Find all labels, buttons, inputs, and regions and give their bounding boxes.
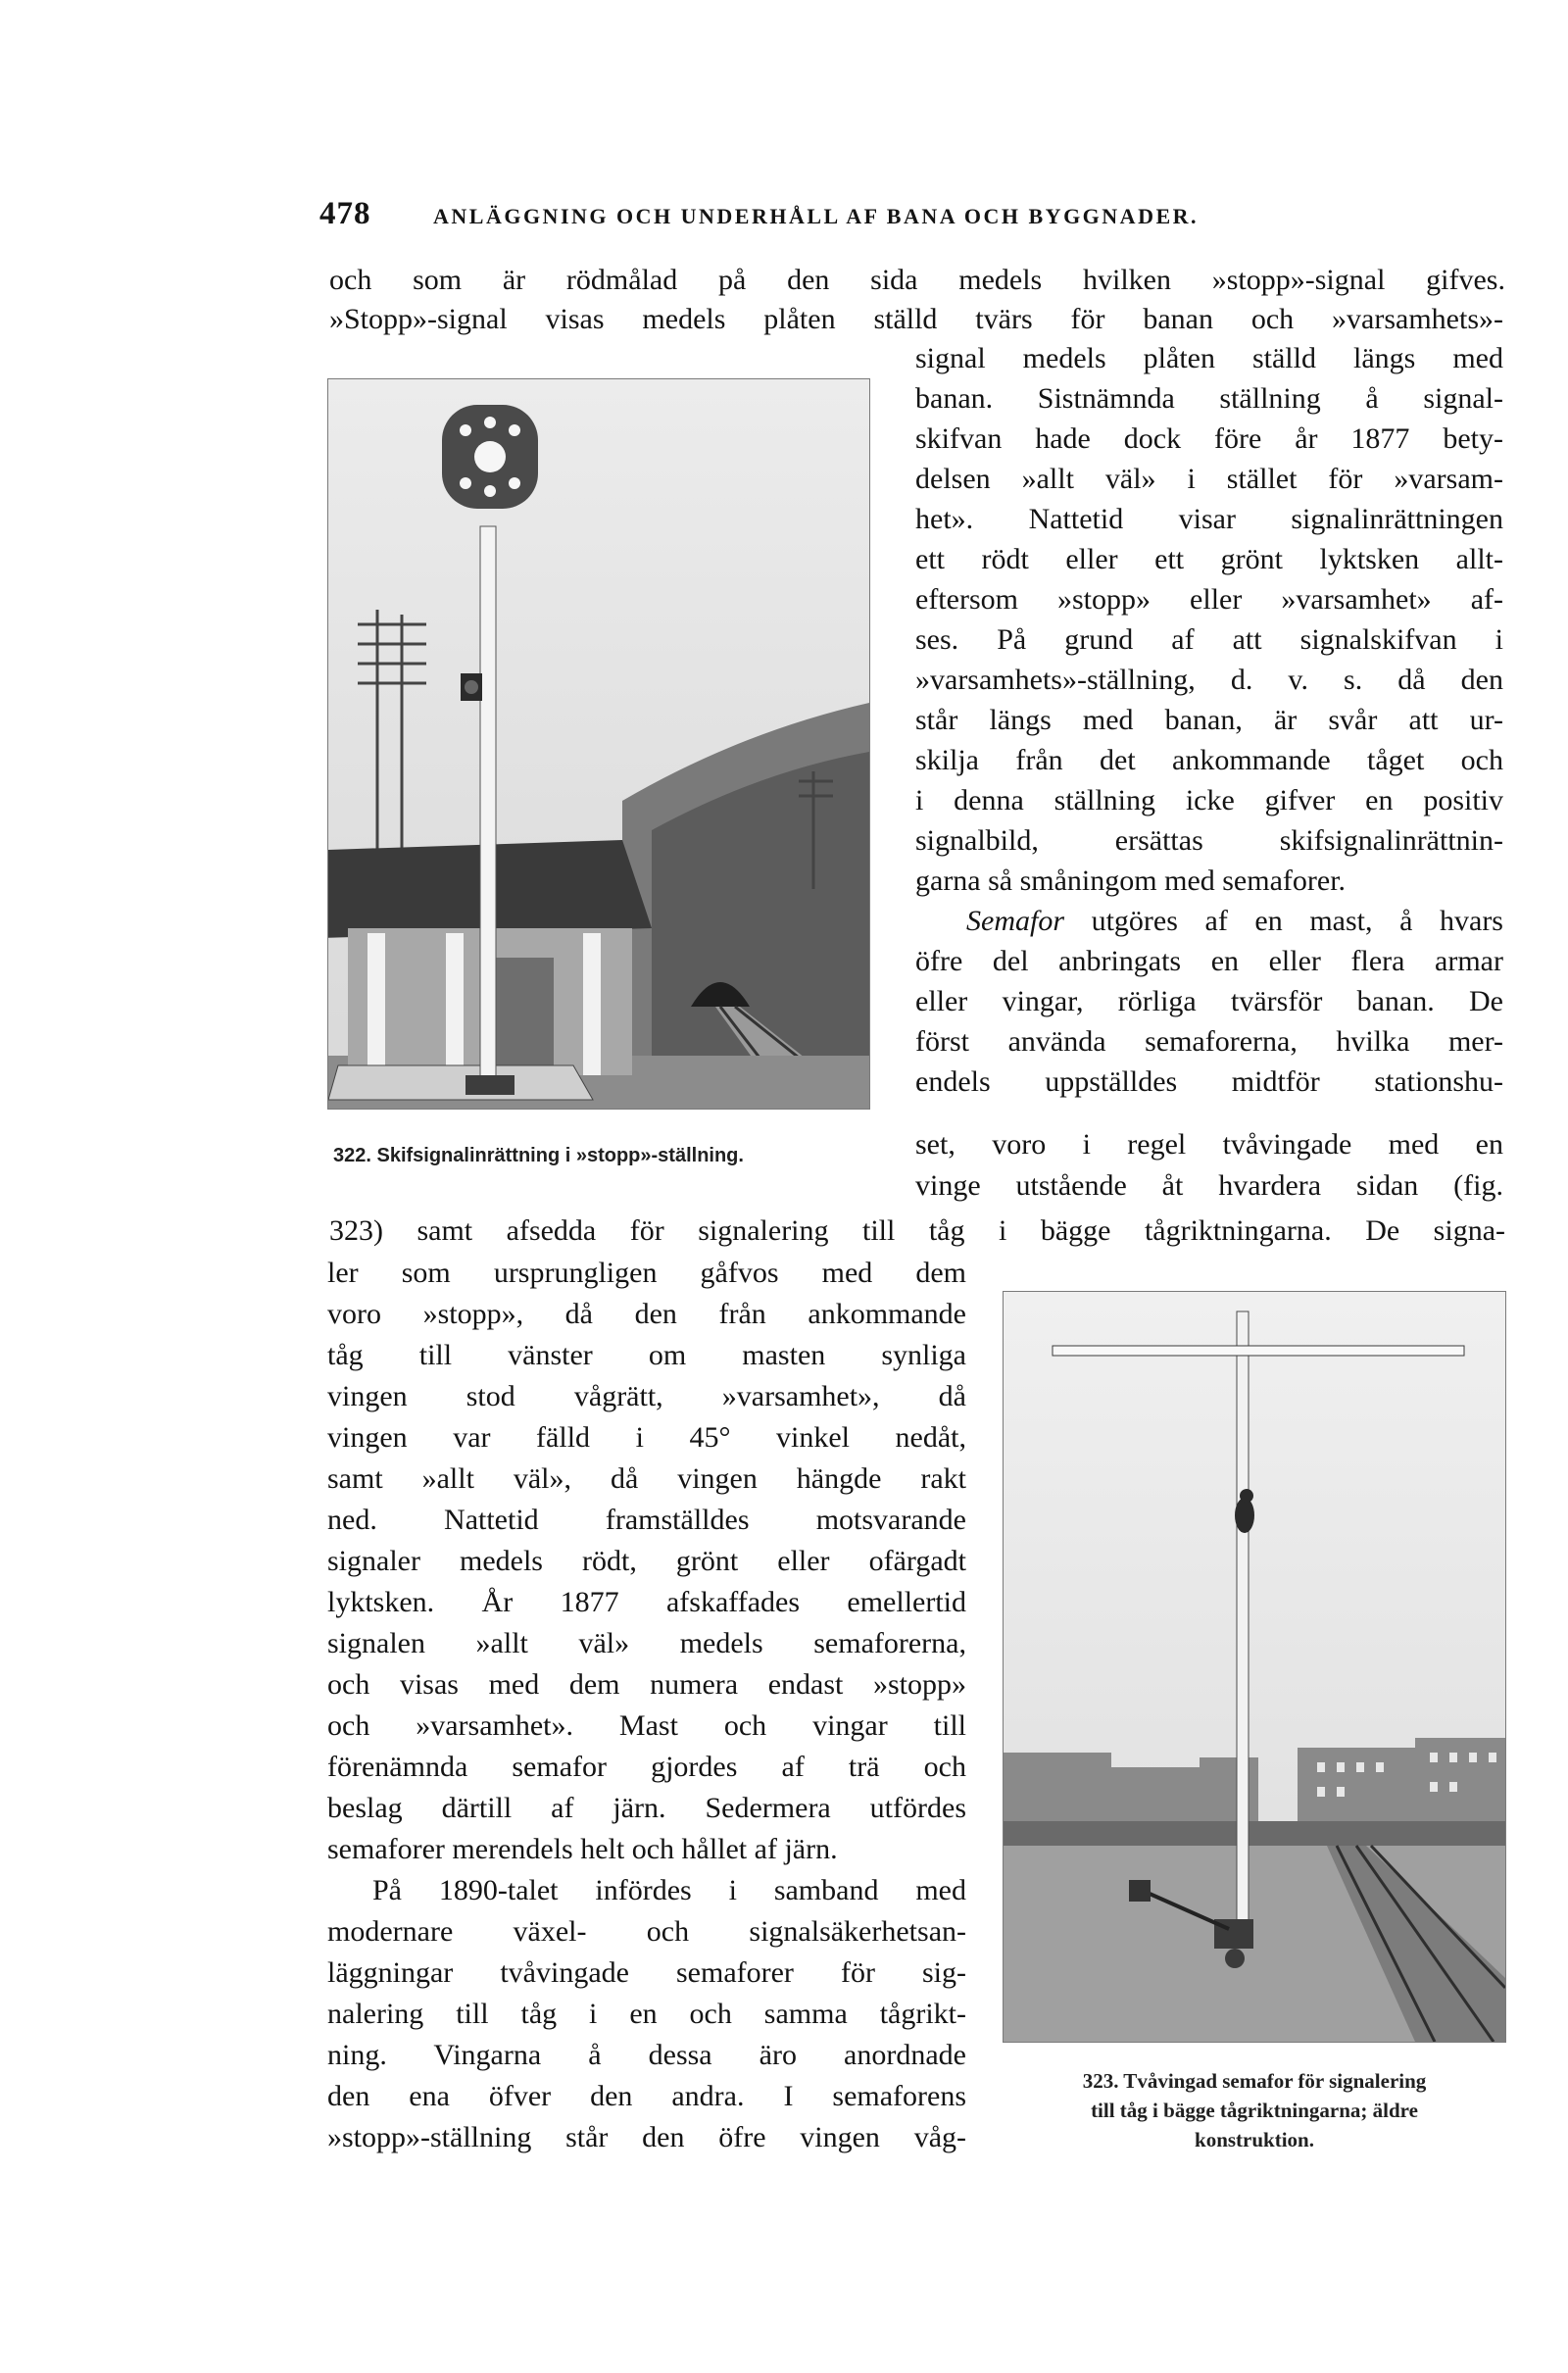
text-line: skifvan hade dock före år 1877 bety- — [915, 422, 1503, 455]
text-line: i denna ställning icke gifver en positiv — [915, 784, 1503, 816]
text-line: vingen stod vågrätt, »varsamhet», då — [327, 1380, 966, 1412]
text-line: modernare växel- och signalsäkerhetsan- — [327, 1915, 966, 1948]
text-line: semaforer merendels helt och hållet af järn. — [327, 1833, 838, 1865]
semaphore-illustration — [1004, 1292, 1505, 2042]
text-line: garna så småningom med semaforer. — [915, 865, 1347, 897]
text-line: ett rödt eller ett grönt lyktsken allt- — [915, 543, 1503, 575]
running-title: ANLÄGGNING OCH UNDERHÅLL AF BANA OCH BYGGNADER. — [433, 204, 1200, 228]
text-line: nalering till tåg i en och samma tågrikt- — [327, 1998, 966, 2030]
emphasis-term: Semafor — [966, 905, 1064, 937]
text-line: ned. Nattetid framställdes motsvarande — [327, 1504, 966, 1536]
text-line: banan. Sistnämnda ställning å signal- — [915, 382, 1503, 415]
text-line: signalen »allt väl» medels semaforerna, — [327, 1627, 966, 1659]
text-fragment: utgöres af en mast, å hvars — [1064, 905, 1503, 937]
text-line — [966, 902, 1503, 941]
text-line: vingen var fälld i 45° vinkel nedåt, — [327, 1421, 966, 1454]
text-line: »Stopp»-signal visas medels plåten ställd tvärs för banan och »varsamhets»- — [329, 303, 1503, 335]
caption-line: konstruktion. — [1195, 2128, 1314, 2151]
caption-line: till tåg i bägge tågriktningarna; äldre — [1091, 2099, 1418, 2122]
text-line: het». Nattetid visar signalinrättningen — [915, 503, 1503, 535]
text-line: står längs med banan, är svår att ur- — [915, 704, 1503, 736]
text-line: ses. På grund af att signalskifvan i — [915, 623, 1503, 656]
text-line: signalbild, ersättas skifsignalinrättnin- — [915, 824, 1503, 857]
text-line: vinge utstående åt hvardera sidan (fig. — [915, 1169, 1503, 1202]
text-line: signaler medels rödt, grönt eller ofärgadt — [327, 1545, 966, 1577]
disc-signal-illustration — [328, 379, 869, 1109]
text-line: delsen »allt väl» i stället för »varsam- — [915, 463, 1503, 495]
text-line: beslag därtill af järn. Sedermera utfördes — [327, 1792, 966, 1824]
figure-322-caption: 322. Skifsignalinrättning i »stopp»-ställning. — [333, 1145, 744, 1166]
text-line: »varsamhets»-ställning, d. v. s. då den — [915, 664, 1503, 696]
figure-322-photo — [327, 378, 870, 1110]
text-line: och »varsamhet». Mast och vingar till — [327, 1709, 966, 1742]
text-line: samt »allt väl», då vingen hängde rakt — [327, 1462, 966, 1495]
page-number: 478 — [319, 196, 371, 231]
text-line: »stopp»-ställning står den öfre vingen våg- — [327, 2121, 966, 2153]
text-line: den ena öfver den andra. I semaforens — [327, 2080, 966, 2112]
text-line: ler som ursprungligen gåfvos med dem — [327, 1257, 966, 1289]
text-line: skilja från det ankommande tåget och — [915, 744, 1503, 776]
text-line: eftersom »stopp» eller »varsamhet» af- — [915, 583, 1503, 616]
text-line: signal medels plåten ställd längs med — [915, 342, 1503, 374]
figure-323-photo — [1003, 1291, 1506, 2043]
text-line: läggningar tvåvingade semaforer för sig- — [327, 1956, 966, 1989]
text-line: ning. Vingarna å dessa äro anordnade — [327, 2039, 966, 2071]
text-line: förenämnda semafor gjordes af trä och — [327, 1751, 966, 1783]
text-line: set, voro i regel tvåvingade med en — [915, 1128, 1503, 1161]
text-line: öfre del anbringats en eller flera armar — [915, 945, 1503, 977]
text-line: 323) samt afsedda för signalering till tåg i bägge tågriktningarna. De signa- — [329, 1214, 1505, 1247]
text-line: endels uppställdes midtför stationshu- — [915, 1065, 1503, 1098]
caption-line: 323. Tvåvingad semafor för signalering — [1082, 2069, 1427, 2093]
text-line: och som är rödmålad på den sida medels hvilken »stopp»-signal gifves. — [329, 264, 1505, 296]
text-line: tåg till vänster om masten synliga — [327, 1339, 966, 1371]
text-line: På 1890-talet infördes i samband med — [372, 1874, 966, 1906]
figure-323-caption — [990, 2066, 1519, 2154]
text-line: eller vingar, rörliga tvärsför banan. De — [915, 985, 1503, 1017]
text-line: först använda semaforerna, hvilka mer- — [915, 1025, 1503, 1058]
text-line: lyktsken. År 1877 afskaffades emellertid — [327, 1586, 966, 1618]
text-line: voro »stopp», då den från ankommande — [327, 1298, 966, 1330]
text-line: och visas med dem numera endast »stopp» — [327, 1668, 966, 1701]
page-header — [319, 196, 1299, 235]
